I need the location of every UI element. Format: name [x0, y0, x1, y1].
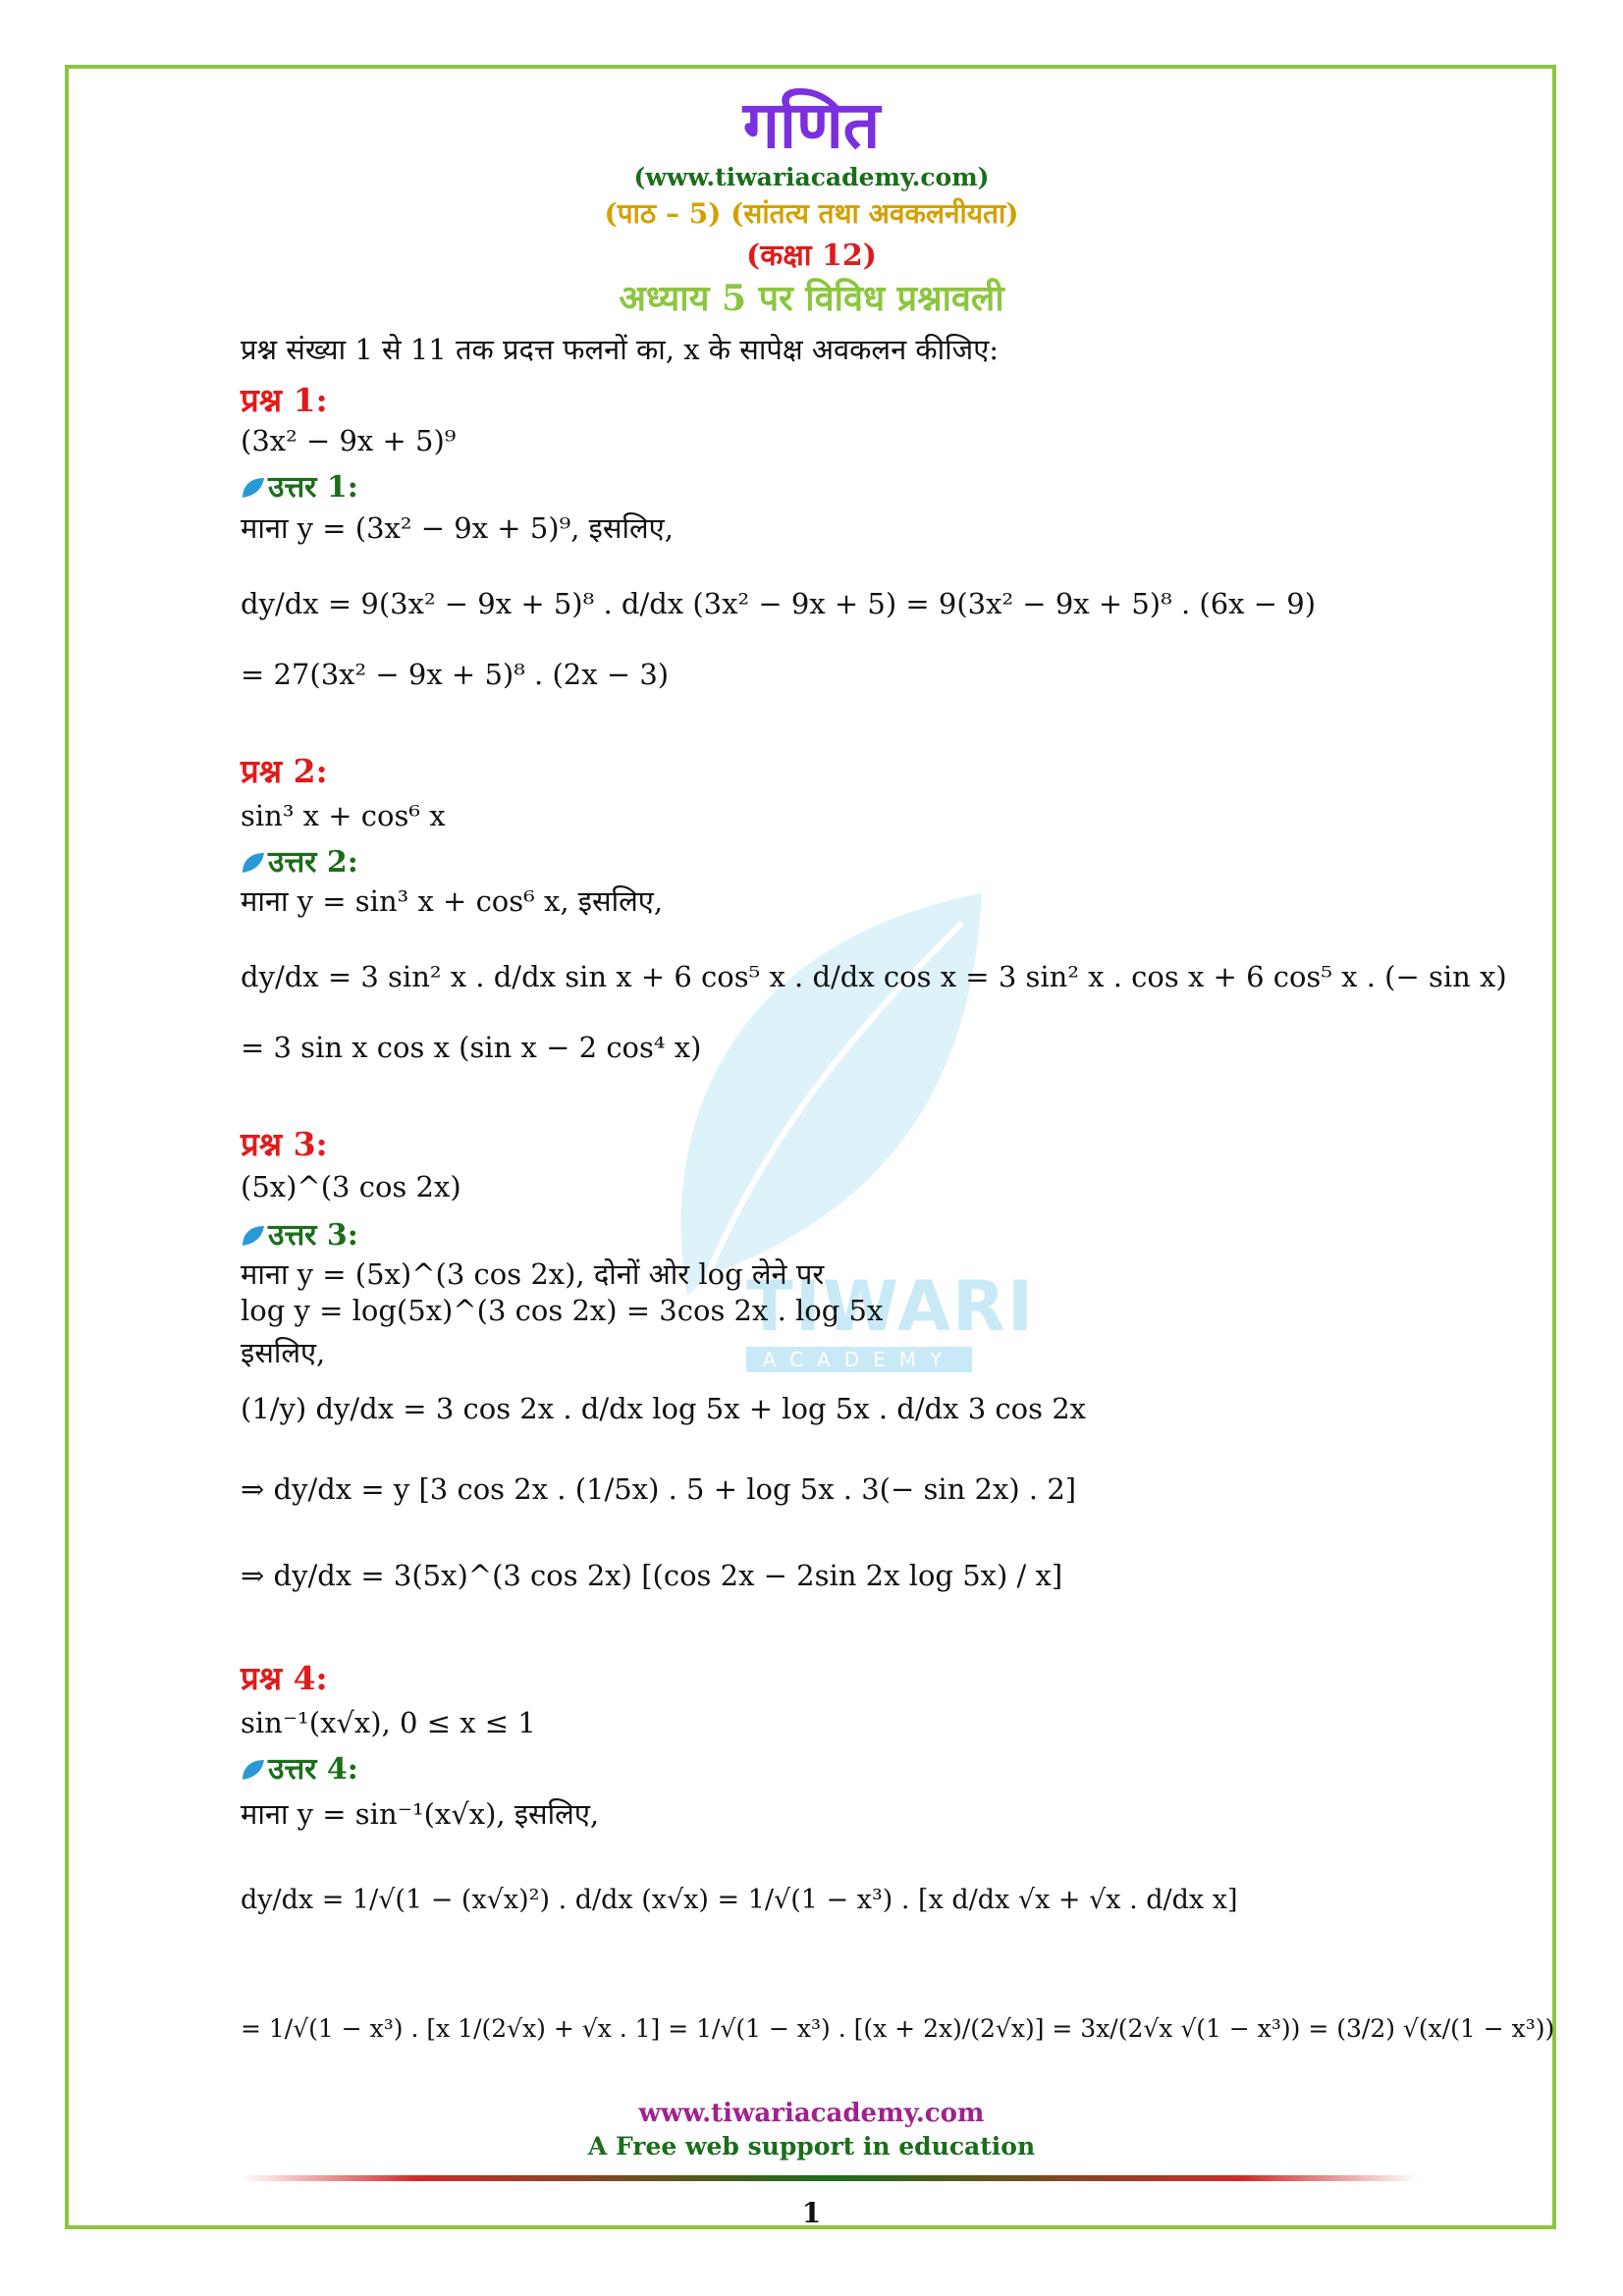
question-expression: (3x² − 9x + 5)⁹ — [241, 424, 457, 457]
solution-step: dy/dx = 9(3x² − 9x + 5)⁸ . d/dx (3x² − 9x + 5) = 9(3x² − 9x + 5)⁸ . (6x − 9) — [241, 587, 1317, 620]
footer-divider — [241, 2175, 1419, 2181]
question-label: प्रश्न 2: — [241, 752, 328, 790]
watermark-name: TIWARI — [746, 1266, 1035, 1347]
answer-label: उत्तर 3: — [268, 1218, 358, 1253]
solution-step: = 1/√(1 − x³) . [x 1/(2√x) + √x . 1] = 1/√(1 − x³) . [(x + 2x)/(2√x)] = 3x/(2√x √(1 − x³)) = (3/2) √(x/(1 − x³)) — [241, 2014, 1555, 2043]
answer-label: उत्तर 4: — [268, 1752, 358, 1787]
intro-text: प्रश्न संख्या 1 से 11 तक प्रदत्त फलनों का, x के सापेक्ष अवकलन कीजिए: — [241, 333, 1000, 366]
answer-label: उत्तर 2: — [268, 845, 358, 880]
question-label: प्रश्न 3: — [241, 1125, 328, 1163]
solution-step: dy/dx = 3 sin² x . d/dx sin x + 6 cos⁵ x . d/dx cos x = 3 sin² x . cos x + 6 cos⁵ x . (− sin x) — [241, 960, 1507, 993]
solution-step: (1/y) dy/dx = 3 cos 2x . d/dx log 5x + log 5x . d/dx 3 cos 2x — [241, 1392, 1087, 1425]
solution-step: log y = log(5x)^(3 cos 2x) = 3cos 2x . log 5x — [241, 1294, 884, 1327]
tiwari-leaf-icon — [241, 1758, 266, 1782]
solution-step: माना y = (3x² − 9x + 5)⁹, इसलिए, — [241, 511, 674, 545]
leaf-watermark-icon — [648, 883, 1001, 1306]
exercise-heading: अध्याय 5 पर विविध प्रश्नावली — [619, 278, 1004, 319]
header-site: (www.tiwariacademy.com) — [633, 163, 990, 191]
solution-step: = 3 sin x cos x (sin x − 2 cos⁴ x) — [241, 1031, 702, 1064]
class-label: (कक्षा 12) — [746, 239, 877, 273]
question-label: प्रश्न 1: — [241, 381, 328, 419]
answer-heading — [241, 1747, 358, 1788]
tiwari-leaf-icon — [241, 1224, 266, 1248]
solution-step: dy/dx = 1/√(1 − (x√x)²) . d/dx (x√x) = 1/√(1 − x³) . [x d/dx √x + √x . d/dx x] — [241, 1885, 1238, 1915]
solution-step: माना y = sin⁻¹(x√x), इसलिए, — [241, 1797, 600, 1831]
question-expression: (5x)^(3 cos 2x) — [241, 1170, 461, 1203]
solution-step: ⇒ dy/dx = y [3 cos 2x . (1/5x) . 5 + log 5x . 3(− sin 2x) . 2] — [241, 1472, 1077, 1506]
tiwari-leaf-icon — [241, 476, 266, 500]
solution-step: = 27(3x² − 9x + 5)⁸ . (2x − 3) — [241, 658, 670, 691]
solution-step: इसलिए, — [241, 1336, 326, 1369]
question-expression: sin⁻¹(x√x), 0 ≤ x ≤ 1 — [241, 1706, 536, 1739]
footer-tagline: A Free web support in education — [587, 2132, 1036, 2161]
answer-label: उत्तर 1: — [268, 470, 358, 505]
chapter-name: (पाठ – 5) (सांतत्य तथा अवकलनीयता) — [604, 197, 1019, 230]
solution-step: माना y = (5x)^(3 cos 2x), दोनों ओर log लेने पर — [241, 1257, 825, 1291]
question-label: प्रश्न 4: — [241, 1659, 328, 1697]
page-number: 1 — [801, 2197, 822, 2229]
footer-site: www.tiwariacademy.com — [638, 2099, 985, 2128]
answer-heading — [241, 465, 358, 506]
answer-heading — [241, 840, 358, 881]
question-expression: sin³ x + cos⁶ x — [241, 799, 446, 832]
answer-heading — [241, 1213, 358, 1254]
tiwari-leaf-icon — [241, 851, 266, 875]
watermark-sub: ACADEMY — [746, 1347, 972, 1372]
page-title: गणित — [742, 86, 881, 163]
solution-step: ⇒ dy/dx = 3(5x)^(3 cos 2x) [(cos 2x − 2sin 2x log 5x) / x] — [241, 1559, 1063, 1592]
solution-step: माना y = sin³ x + cos⁶ x, इसलिए, — [241, 884, 664, 918]
